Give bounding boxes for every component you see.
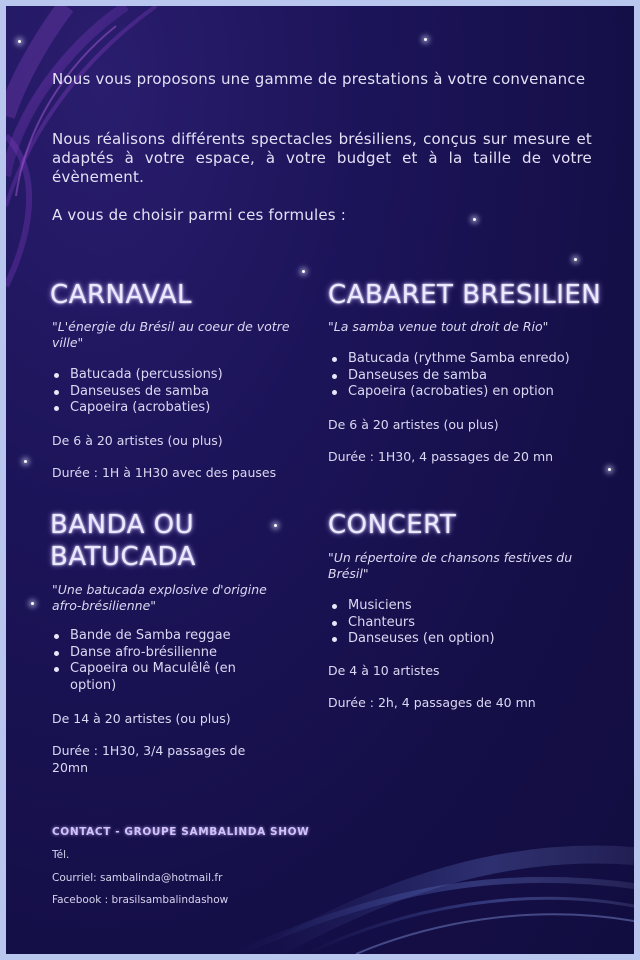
section-title-carnaval: CARNAVAL [50,280,192,310]
section-quote-cabaret: "La samba venue tout droit de Rio" [328,319,549,334]
list-item: Batucada (percussions) [52,367,292,384]
section-duration-cabaret: Durée : 1H30, 4 passages de 20 mn [328,449,554,464]
list-item: Danse afro-brésilienne [52,645,282,662]
list-item: Bande de Samba reggae [52,628,282,645]
section-list-banda [52,628,282,694]
star-decoration [24,460,27,463]
flyer [6,6,634,954]
list-item: Capoeira (acrobaties) en option [330,384,600,401]
section-artists-concert: De 4 à 10 artistes [328,663,440,678]
intro-line-1: Nous vous proposons une gamme de prestations à votre convenance [52,70,586,88]
section-artists-carnaval: De 6 à 20 artistes (ou plus) [52,433,223,448]
section-duration-carnaval: Durée : 1H à 1H30 avec des pauses [52,465,277,480]
section-quote-carnaval: "L'énergie du Brésil au coeur de votre ville" [52,319,290,350]
star-decoration [424,38,427,41]
section-quote-concert: "Un répertoire de chansons festives du Brésil" [328,550,573,581]
section-title-banda-line-2: BATUCADA [50,542,196,572]
contact-tel: Tél. [52,849,70,861]
list-item: Danseuses (en option) [330,631,600,648]
star-decoration [274,524,277,527]
section-artists-cabaret: De 6 à 20 artistes (ou plus) [328,417,499,432]
star-decoration [18,40,21,43]
list-item: Danseuses de samba [330,368,600,385]
section-title-banda: BANDA OU [50,510,195,540]
list-item: Chanteurs [330,615,600,632]
star-decoration [31,602,34,605]
section-title-cabaret: CABARET BRESILIEN [328,280,602,310]
section-title-concert: CONCERT [328,510,457,540]
list-item: Danseuses de samba [52,384,292,401]
list-item: Capoeira ou Maculêlê (en option) [52,661,282,694]
list-item: Musiciens [330,598,600,615]
contact-facebook: Facebook : brasilsambalindashow [52,894,229,906]
section-list-concert [330,598,600,648]
star-decoration [574,258,577,261]
section-duration-banda: Durée : 1H30, 3/4 passages de 20mn [52,743,246,775]
section-list-cabaret [330,351,600,401]
intro-line-3: A vous de choisir parmi ces formules : [52,206,347,224]
star-decoration [608,468,611,471]
list-item: Batucada (rythme Samba enredo) [330,351,600,368]
contact-email: Courriel: sambalinda@hotmail.fr [52,872,223,884]
section-quote-banda: "Une batucada explosive d'origine afro-brésilienne" [52,582,267,613]
section-artists-banda: De 14 à 20 artistes (ou plus) [52,711,231,726]
star-decoration [302,270,305,273]
section-list-carnaval [52,367,292,417]
intro-line-2: Nous réalisons différents spectacles brésiliens, conçus sur mesure et adaptés à votre espace, à votre budget et à la taille de votre évènement. [52,130,592,186]
list-item: Capoeira (acrobaties) [52,400,292,417]
section-duration-concert: Durée : 2h, 4 passages de 40 mn [328,695,536,710]
contact-title: CONTACT - GROUPE SAMBALINDA SHOW [52,826,310,838]
